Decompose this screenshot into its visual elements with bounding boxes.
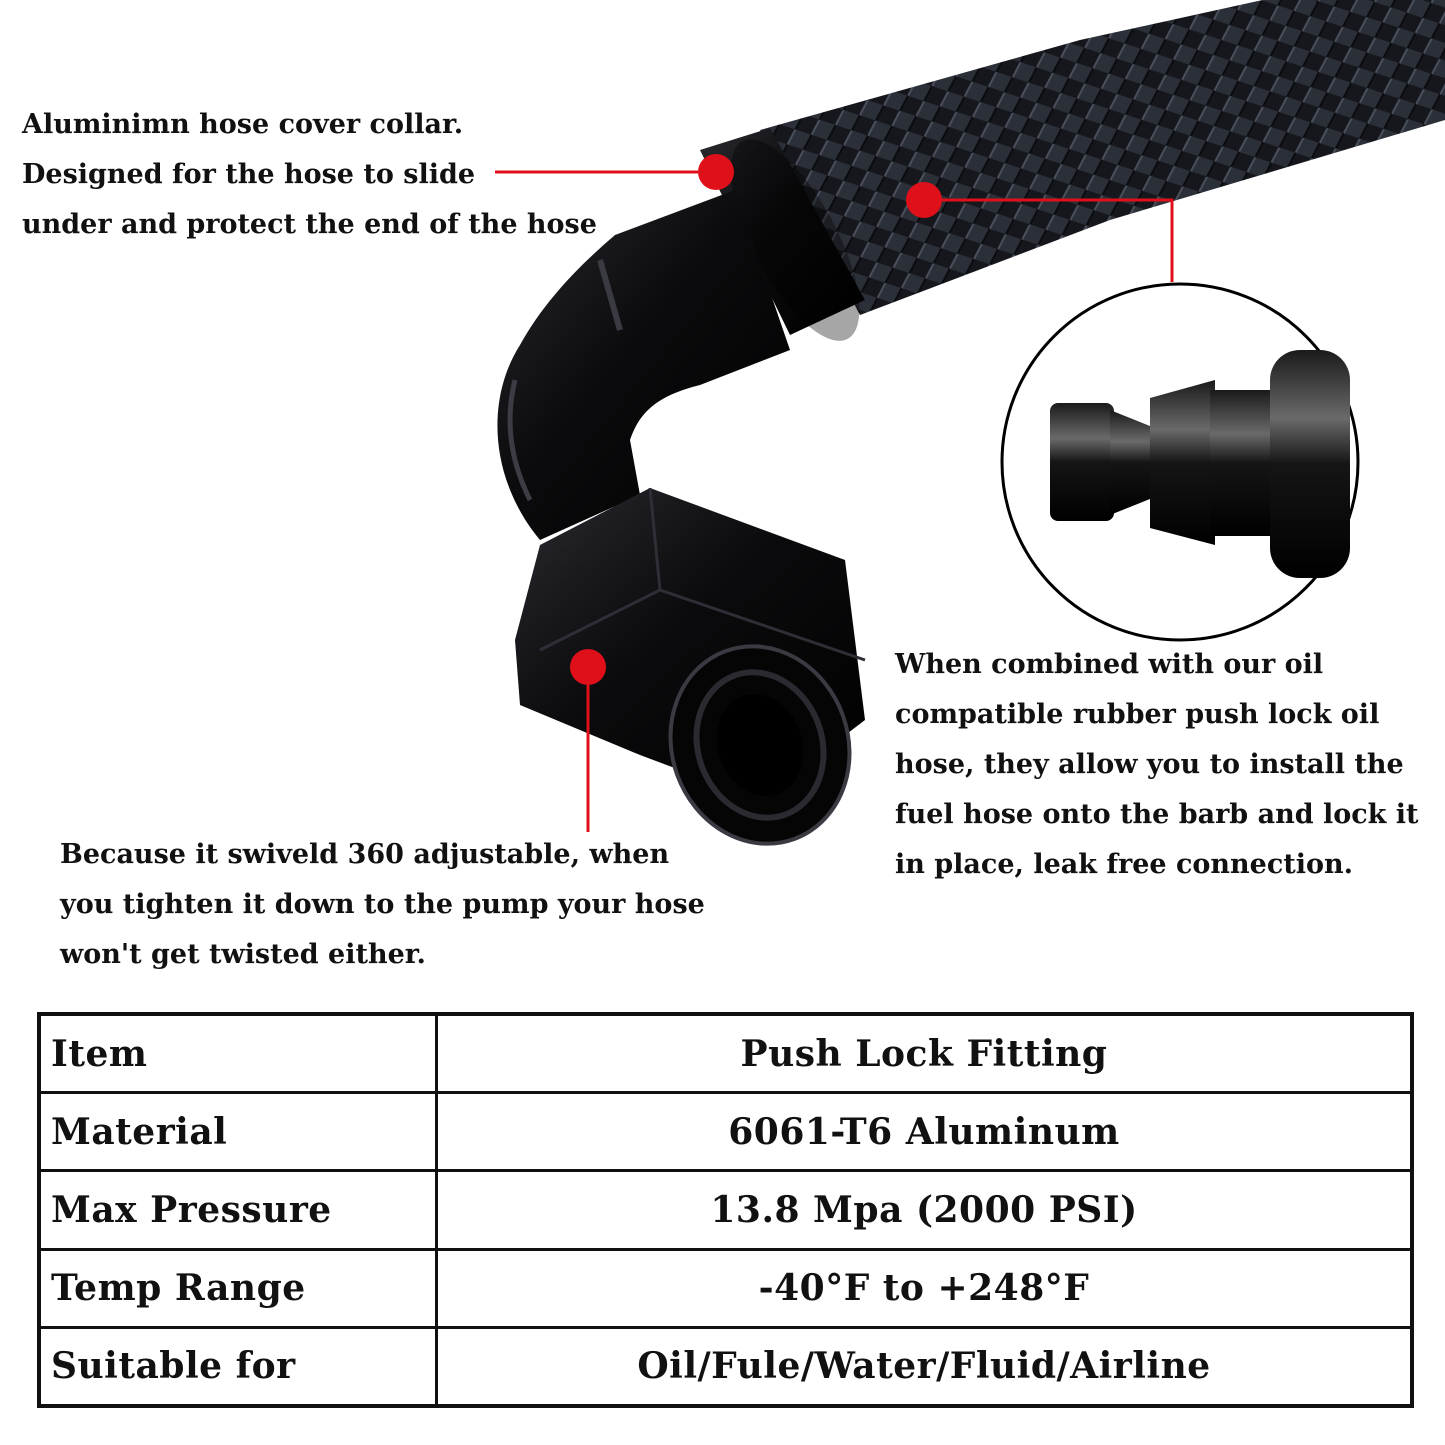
table-row [39,1249,1412,1327]
spec-label: Material [39,1093,437,1171]
collar-caption-line: under and protect the end of the hose [22,209,597,240]
collar-caption-line: Aluminimn hose cover collar. [22,109,464,140]
push-lock-caption-line: hose, they allow you to install the [895,749,1404,780]
spec-value: 13.8 Mpa (2000 PSI) [437,1171,1413,1249]
callout-swivel [570,649,606,832]
spec-value: -40°F to +248°F [437,1249,1413,1327]
barb-closeup-inset [1002,284,1358,640]
push-lock-caption-line: compatible rubber push lock oil [895,699,1380,730]
push-lock-caption-line: When combined with our oil [895,649,1324,680]
callout-dot-hose [906,182,942,218]
spec-value: Oil/Fule/Water/Fluid/Airline [437,1327,1413,1406]
table-row [39,1014,1412,1093]
table-row [39,1171,1412,1249]
push-lock-caption-line: in place, leak free connection. [895,849,1354,880]
table-row [39,1093,1412,1171]
spec-table [37,1012,1414,1408]
spec-label: Temp Range [39,1249,437,1327]
collar-caption-line: Designed for the hose to slide [22,159,476,190]
push-lock-caption [895,640,1419,890]
swivel-caption-line: Because it swiveld 360 adjustable, when [60,839,670,870]
spec-value: Push Lock Fitting [437,1014,1413,1093]
callout-dot-collar [698,154,734,190]
swivel-caption [60,830,705,980]
spec-value: 6061-T6 Aluminum [437,1093,1413,1171]
spec-label: Max Pressure [39,1171,437,1249]
push-lock-caption-line: fuel hose onto the barb and lock it [895,799,1419,830]
table-row [39,1327,1412,1406]
callout-dot-swivel [570,649,606,685]
spec-label: Item [39,1014,437,1093]
swivel-caption-line: you tighten it down to the pump your hose [60,889,705,920]
hex-nut [515,488,877,869]
braided-hose [760,0,1445,315]
swivel-caption-line: won't get twisted either. [60,939,426,970]
spec-label: Suitable for [39,1327,437,1406]
collar-caption [22,100,597,250]
